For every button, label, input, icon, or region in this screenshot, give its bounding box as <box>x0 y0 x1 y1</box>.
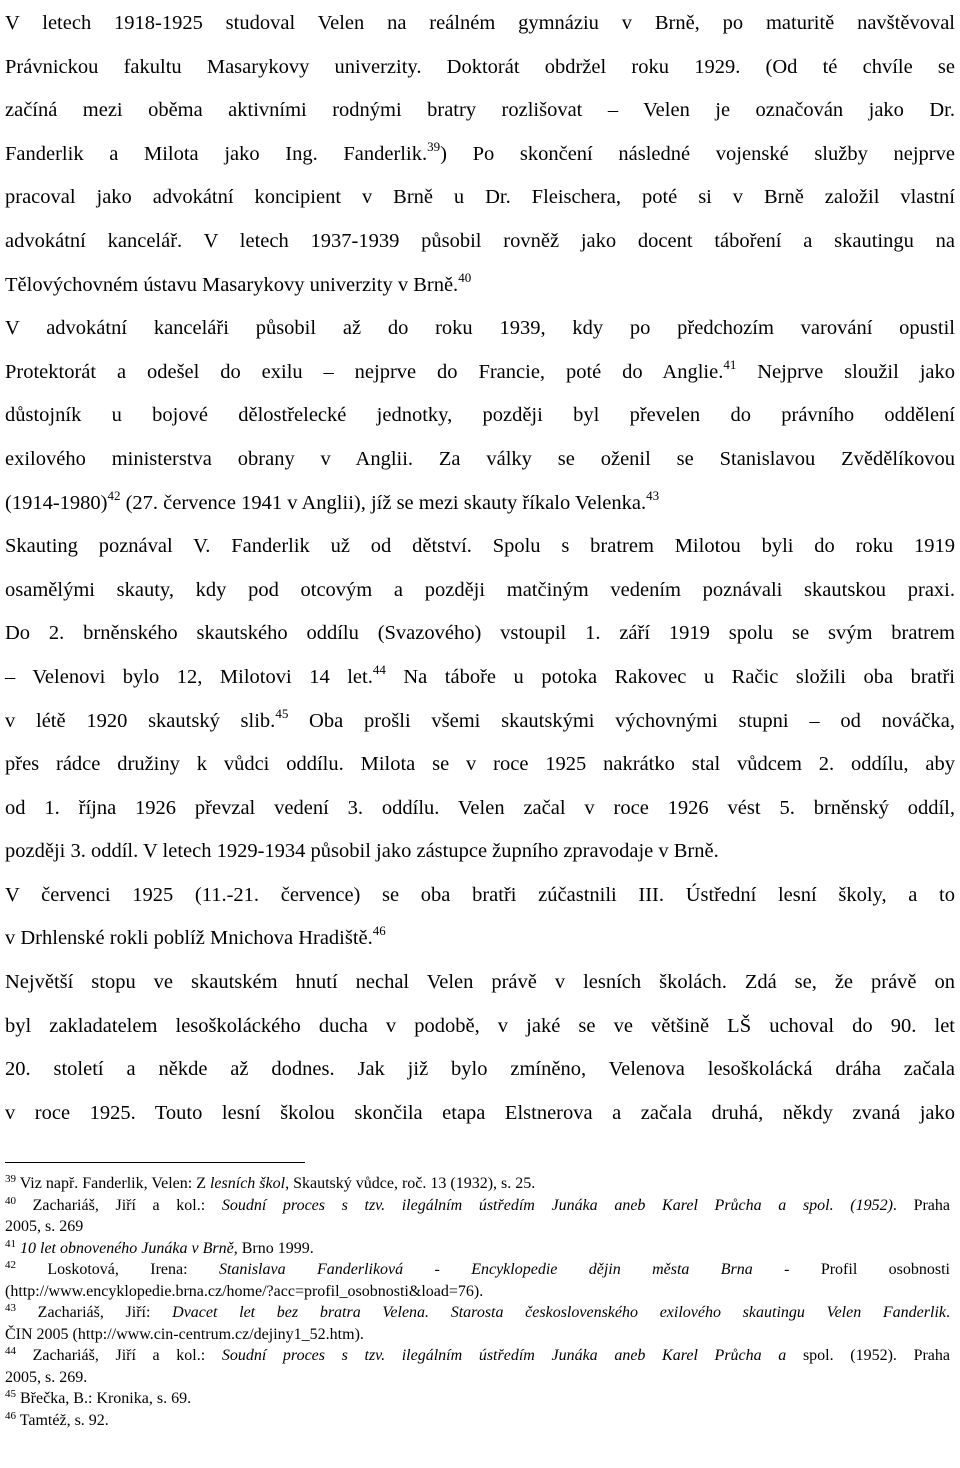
body-text-segment: V červenci 1925 (11.-21. července) se oba bratři zúčastnili III. Ústřední lesní školy, a to <box>5 883 955 906</box>
body-text-segment: přes rádce družiny k vůdci oddílu. Milota se v roce 1925 nakrátko stal vůdcem 2. oddílu, aby <box>5 753 955 776</box>
body-line <box>5 394 955 438</box>
body-text-segment: exilového ministerstva obrany v Anglii. Za války se oženil se Stanislavou Zvědělíkovou <box>5 447 955 470</box>
body-text-segment: Největší stopu ve skautském hnutí nechal Velen právě v lesních školách. Zdá se, že právě on <box>5 971 955 994</box>
footnote-reference: 41 <box>723 356 737 372</box>
footnote-number: 41 <box>5 1237 16 1250</box>
footnote <box>5 1410 950 1432</box>
footnote-text: . Praha <box>892 1196 950 1214</box>
body-line <box>5 2 955 46</box>
footnote <box>5 1388 950 1410</box>
body-line <box>5 743 955 787</box>
footnote-text: ČIN 2005 (http://www.cin-centrum.cz/dejiny1_52.htm). <box>5 1325 364 1343</box>
body-line <box>5 307 955 351</box>
footnote <box>5 1302 950 1345</box>
footnote-text: 2005, s. 269 <box>5 1218 84 1235</box>
footnote <box>5 1173 950 1195</box>
footnote-text: Loskotová, Irena: <box>16 1261 219 1278</box>
body-line <box>5 1048 955 1092</box>
body-text-segment: důstojník u bojové dělostřelecké jednotky, později byl převelen do právního oddělení <box>5 404 955 427</box>
body-line <box>5 438 955 482</box>
footnote-number: 43 <box>5 1302 16 1314</box>
body-line <box>5 482 955 526</box>
footnote-line <box>5 1302 950 1324</box>
body-text-segment: od 1. října 1926 převzal vedení 3. oddílu. Velen začal v roce 1926 vést 5. brněnský oddíl, <box>5 796 955 819</box>
footnote-text: Břečka, B.: Kronika, s. 69. <box>16 1390 192 1407</box>
footnote <box>5 1345 950 1388</box>
footnote-text: 2005, s. 269. <box>5 1368 88 1386</box>
footnote-line <box>5 1195 950 1217</box>
footnote-reference: 42 <box>107 487 121 503</box>
body-text-segment: v roce 1925. Touto lesní školou skončila etapa Elstnerova a začala druhá, někdy zvaná jako <box>5 1101 955 1124</box>
footnotes <box>5 1173 950 1431</box>
footnote <box>5 1238 950 1260</box>
footnote-number: 42 <box>5 1259 16 1271</box>
body-text-segment: Protektorát a odešel do exilu – nejprve do Francie, poté do Anglie. <box>5 360 724 383</box>
body-line <box>5 89 955 133</box>
footnote-text: Viz např. Fanderlik, Velen: Z <box>16 1175 210 1192</box>
footnote-reference: 46 <box>372 923 386 939</box>
footnote-title: 10 let obnoveného Junáka v Brně <box>20 1239 234 1257</box>
body-text-segment: pracoval jako advokátní koncipient v Brně u Dr. Fleischera, poté si v Brně založil vlastní <box>5 186 955 209</box>
body-text-segment: v Drhlenské rokli poblíž Mnichova Hradiště. <box>5 927 373 950</box>
body-text-segment: Právnickou fakultu Masarykovy univerzity. Doktorát obdržel roku 1929. (Od té chvíle se <box>5 55 955 78</box>
body-line <box>5 525 955 569</box>
body-line <box>5 917 955 961</box>
footnote-number: 39 <box>5 1173 16 1185</box>
footnote-line <box>5 1259 950 1281</box>
body-line <box>5 1092 955 1136</box>
body-line <box>5 700 955 744</box>
footnote-number: 46 <box>5 1409 16 1422</box>
body-line <box>5 961 955 1005</box>
footnote-title: Dvacet let bez bratra Velena. Starosta československého exilového skautingu Velen Fanderlik <box>172 1304 947 1321</box>
footnote-title: lesních škol <box>209 1175 286 1192</box>
body-text-segment: (27. července 1941 v Anglii), jíž se mezi skauty říkalo Velenka. <box>120 491 647 514</box>
footnote-text: spol. (1952). Praha <box>786 1347 951 1364</box>
footnote-text: . <box>946 1304 951 1321</box>
footnote-line <box>5 1388 950 1410</box>
body-text-segment: Skauting poznával V. Fanderlik už od dětství. Spolu s bratrem Milotou byli do roku 1919 <box>5 535 955 558</box>
body-line <box>5 264 955 308</box>
body-text-segment: Oba prošli všemi skautskými výchovnými stupni – od nováčka, <box>288 709 955 732</box>
footnote-line <box>5 1324 950 1346</box>
footnote-title: Soudní proces s tzv. ilegálním ústředím Junáka aneb Karel Průcha a <box>221 1347 787 1364</box>
footnote-line <box>5 1410 950 1432</box>
footnote-separator <box>5 1162 305 1163</box>
body-text-segment: 20. století a někde až dodnes. Jak již bylo zmíněno, Velenova lesoškolácká dráha začala <box>5 1058 955 1081</box>
body-text-segment: advokátní kancelář. V letech 1937-1939 působil rovněž jako docent táboření a skautingu na <box>5 229 955 252</box>
footnote-text: , Brno 1999. <box>233 1239 314 1257</box>
footnote-text: - Profil osobnosti <box>752 1261 950 1278</box>
body-text-segment: (1914-1980) <box>5 491 108 514</box>
body-text-segment: v létě 1920 skautský slib. <box>5 709 276 732</box>
footnote-line <box>5 1367 950 1389</box>
footnote-text: , Skautský vůdce, roč. 13 (1932), s. 25. <box>285 1175 536 1192</box>
body-line <box>5 46 955 90</box>
footnote-title: Stanislava Fanderliková - Encyklopedie dějin města Brna <box>218 1261 753 1278</box>
footnote-reference: 43 <box>646 487 660 503</box>
body-text-segment: V advokátní kanceláři působil až do roku 1939, kdy po předchozím varování opustil <box>5 317 955 340</box>
body-text-segment: ) Po skončení následné vojenské služby nejprve <box>440 142 955 165</box>
body-line <box>5 787 955 831</box>
footnote-reference: 39 <box>427 138 441 154</box>
footnote-text: Tamtéž, s. 92. <box>16 1411 109 1429</box>
body-line <box>5 351 955 395</box>
footnote-text: Zachariáš, Jiří: <box>16 1304 173 1321</box>
footnote-line <box>5 1281 950 1303</box>
body-text-segment: Tělovýchovném ústavu Masarykovy univerzity v Brně. <box>5 273 459 296</box>
body-text-segment: byl zakladatelem lesoškoláckého ducha v podobě, v jaké se ve většině LŠ uchoval do 90. let <box>5 1014 955 1037</box>
body-line <box>5 830 955 874</box>
footnote <box>5 1259 950 1302</box>
body-line <box>5 612 955 656</box>
body-line <box>5 1005 955 1049</box>
body-text-segment: – Velenovi bylo 12, Milotovi 14 let. <box>5 665 373 688</box>
body-line <box>5 656 955 700</box>
body-line <box>5 569 955 613</box>
body-text-segment: Na táboře u potoka Rakovec u Račic složili oba bratři <box>385 665 955 688</box>
footnote-title: Soudní proces s tzv. ilegálním ústředím Junáka aneb Karel Průcha a spol. (1952) <box>221 1196 893 1214</box>
body-text-segment: Nejprve sloužil jako <box>736 360 956 383</box>
body-line <box>5 133 955 177</box>
footnote-text: Zachariáš, Jiří a kol.: <box>16 1196 222 1214</box>
footnote-text: Zachariáš, Jiří a kol.: <box>16 1347 222 1364</box>
body-text-segment: osamělými skauty, kdy pod otcovým a později matčiným vedením poznávali skautskou praxi. <box>5 578 955 601</box>
footnote-number: 44 <box>5 1345 16 1357</box>
footnote-reference: 40 <box>458 269 472 285</box>
footnote-reference: 45 <box>275 705 289 721</box>
footnote-reference: 44 <box>372 661 386 677</box>
footnote-line <box>5 1216 950 1238</box>
body-text-segment: začíná mezi oběma aktivními rodnými bratry rozlišovat – Velen je označován jako Dr. <box>5 99 955 122</box>
footnote-number: 45 <box>5 1388 16 1400</box>
body-text-segment: Fanderlik a Milota jako Ing. Fanderlik. <box>5 142 428 165</box>
body-text-segment: Do 2. brněnského skautského oddílu (Svazového) vstoupil 1. září 1919 spolu se svým bratrem <box>5 622 955 645</box>
footnote-text: (http://www.encyklopedie.brna.cz/home/?acc=profil_osobnosti&load=76). <box>5 1282 484 1300</box>
footnote-line <box>5 1345 950 1367</box>
body-text <box>5 2 955 1135</box>
body-text-segment: později 3. oddíl. V letech 1929-1934 působil jako zástupce župního zpravodaje v Brně. <box>5 840 719 863</box>
footnote <box>5 1195 950 1238</box>
footnote-line <box>5 1238 950 1260</box>
body-text-segment: V letech 1918-1925 studoval Velen na reálném gymnáziu v Brně, po maturitě navštěvoval <box>5 12 955 34</box>
body-line <box>5 874 955 918</box>
footnote-line <box>5 1173 950 1195</box>
body-line <box>5 220 955 264</box>
body-line <box>5 176 955 220</box>
footnote-number: 40 <box>5 1194 16 1207</box>
